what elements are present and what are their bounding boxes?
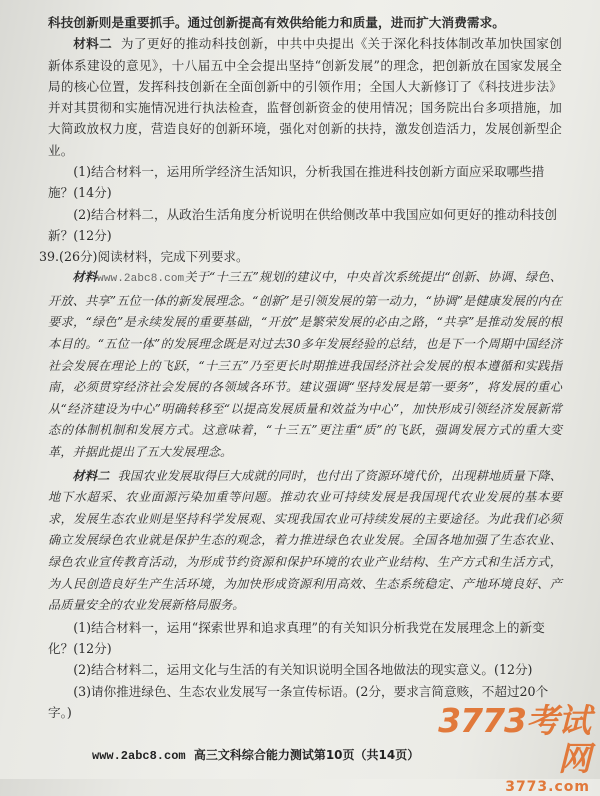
question-39-2: (2)结合材料二，运用文化与生活的有关知识说明全国各地做法的现实意义。(12分) [73, 662, 533, 678]
q39-material-1-label: 材料 [72, 270, 98, 285]
question-38-2: (2)结合材料二，从政治生活角度分析说明在供给侧改革中我国应如何更好的推动科技创新？(12分) [48, 206, 557, 243]
q39-material-2-text: 我国农业发展取得巨大成就的同时，也付出了资源环境代价，出现耕地质量下降、地下水超采、农业面源污染加重等问题。推动农业可持续发展是我国现代农业发展的基本要求，发展生态农业则是坚持科学发展观、实现我国农业可持续发展的主要途径。为此我们必须确立发展绿色农业就是保护生态的观念，着力推进绿色农业发展。全国各地加强了生态农业、绿色农业宣传教育活动，为形成节约资源和保护环境的农业产业结构、生产方式和生活方式，为人民创造良好生产生活环境，为加快形成资源利用高效、生态系统稳定、产地环境良好、产品质量安全的农业发展新格局服务。 [48, 468, 562, 613]
question-39-1: (1)结合材料一，运用“探索世界和追求真理”的有关知识分析我党在发展理念上的新变化？(12分) [48, 619, 545, 657]
footer-page-info: 高三文科综合能力测试第10页（共14页） [193, 748, 420, 762]
page-content [39, 12, 562, 723]
carryover-line: 科技创新则是重要抓手。通过创新提高有效供给能力和质量，进而扩大消费需求。 [48, 15, 505, 30]
q39-material-1-paragraph [48, 267, 562, 463]
watermark-logo-url: 3773.com [505, 779, 590, 795]
material-2-label: 材料二 [73, 36, 113, 52]
material-2-text: 为了更好的推动科技创新，中共中央提出《关于深化科技体制改革加快国家创新体系建设的意见》，十八届五中全会提出坚持“创新发展”的理念，把创新放在国家发展全局的核心位置，发挥科技创新在全面创新中的引领作用；全国人大新修订了《科技进步法》并对其贯彻和实施情况进行执法检查，监督创新资金的使用情况；国务院出台多项措施，加大简政放权力度，营造良好的创新环境，强化对创新的扶持，激发创造活力，发展创新型企业。 [48, 36, 562, 158]
q39-material-2-label: 材料二 [72, 468, 110, 483]
q39-material-2-paragraph [48, 466, 562, 617]
question-39-3: (3)请你推进绿色、生态农业发展写一条宣传标语。(2分，要求言简意赅，不超过20个字。) [48, 683, 549, 720]
q39-material-1-text: 关于“十三五”规划的建议中，中央首次系统提出“创新、协调、绿色、开放、共享”五位一体的新发展理念。“创新”是引领发展的第一动力，“协调”是健康发展的内在要求，“绿色”是永续发展的重要基础，“开放”是繁荣发展的必由之路，“共享”是推动发展的根本目的。“五位一体”的发展理念既是对过去30多年发展经验的总结，也是下一个周期中国经济社会发展在理论上的飞跃，“十三五”乃至更长时期推进我国经济社会发展的根本遵循和实践指南，必须贯穿经济社会发展的各领域各环节。建议强调“坚持发展是第一要务”，将发展的重心从“经济建设为中心”明确转移至“以提高发展质量和效益为中心”，加快形成引领经济发展新常态的体制机制和发展方式。这意味着，“十三五”更注重“质”的飞跃，强调发展方式的重大变革，并据此提出了五大发展理念。 [48, 270, 562, 460]
material-2-paragraph [48, 33, 562, 161]
watermark-logo [430, 701, 590, 795]
question-39-header: 39.(26分)阅读材料，完成下列要求。 [39, 249, 249, 265]
footer-site-url: www.2abc8.com [92, 749, 186, 763]
question-38-1: (1)结合材料一，运用所学经济生活知识，分析我国在推进科技创新方面应采取哪些措施？(14分) [48, 164, 545, 201]
inline-watermark-url: www.2abc8.com [97, 273, 185, 286]
page-footer [92, 746, 419, 763]
watermark-logo-text: 3773考试网 [438, 701, 590, 778]
